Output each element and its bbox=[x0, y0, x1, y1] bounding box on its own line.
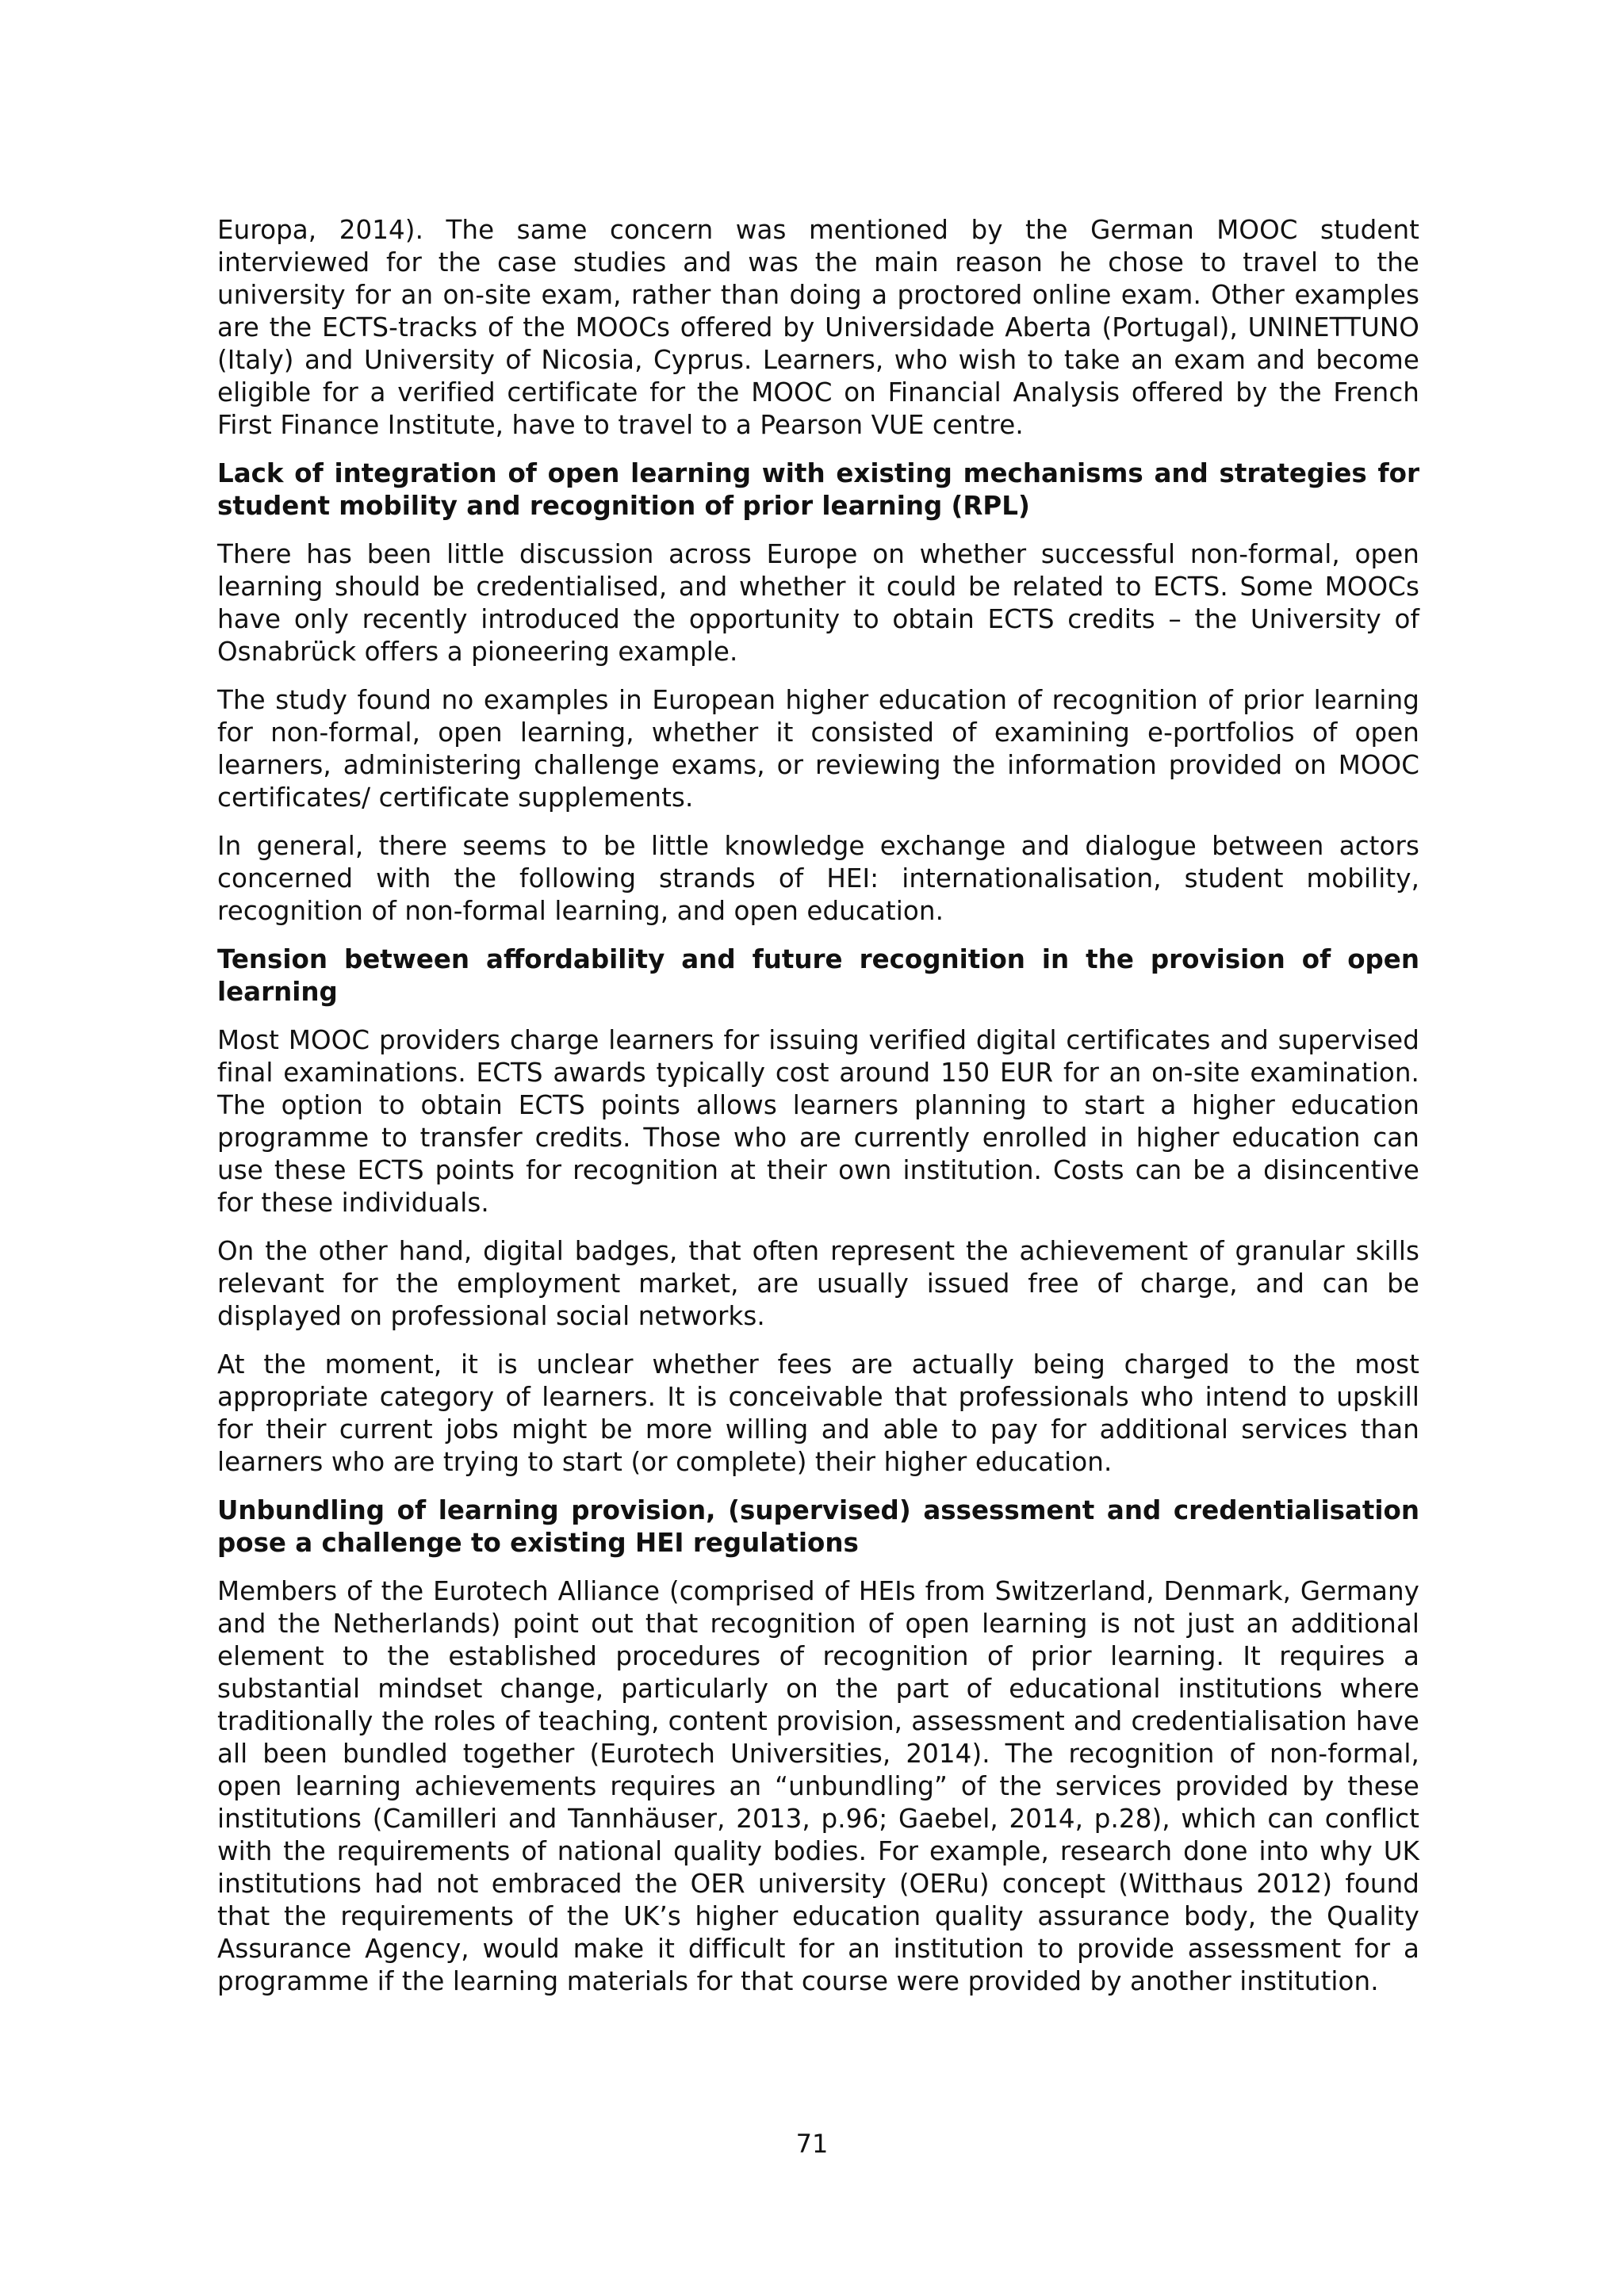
paragraph-travel-exam: Europa, 2014). The same concern was mentioned by the German MOOC student interviewed for the case studies and was the main reason he chose to travel to the university for an on-site exam, rather than doing a proctored online exam. Other examples are the ECTS-tracks of the MOOCs offered by Universidade Aberta (Portugal), UNINETTUNO (Italy) and University of Nicosia, Cyprus. Learners, who wish to take an exam and become eligible for a verified certificate for the MOOC on Financial Analysis offered by the French First Finance Institute, have to travel to a Pearson VUE centre. bbox=[217, 215, 1419, 440]
page-number: 71 bbox=[795, 2129, 829, 2159]
paragraph-fees-category: At the moment, it is unclear whether fees are actually being charged to the most appropriate category of learners. It is conceivable that professionals who intend to upskill for their current jobs might be more willing and able to pay for additional services than learners who are trying to start (or complete) their higher education. bbox=[217, 1349, 1419, 1477]
paragraph-little-discussion: There has been little discussion across Europe on whether successful non-formal, open learning should be credentialised, and whether it could be related to ECTS. Some MOOCs have only recently introduced the opportunity to obtain ECTS credits – the University of Osnabrück offers a pioneering example. bbox=[217, 539, 1419, 667]
paragraph-knowledge-exchange: In general, there seems to be little knowledge exchange and dialogue between actors concerned with the following strands of HEI: internationalisation, student mobility, recognition of non-formal learning, and open education. bbox=[217, 831, 1419, 926]
heading-lack-of-integration: Lack of integration of open learning with existing mechanisms and strategies for student mobility and recognition of prior learning (RPL) bbox=[217, 458, 1419, 521]
paragraph-mooc-providers-charge: Most MOOC providers charge learners for issuing verified digital certificates and supervised final examinations. ECTS awards typically cost around 150 EUR for an on-site examination. The option to obtain ECTS points allows learners planning to start a higher education programme to transfer credits. Those who are currently enrolled in higher education can use these ECTS points for recognition at their own institution. Costs can be a disincentive for these individuals. bbox=[217, 1025, 1419, 1218]
page-body bbox=[217, 214, 1419, 2014]
paragraph-digital-badges: On the other hand, digital badges, that often represent the achievement of granular skills relevant for the employment market, are usually issued free of charge, and can be displayed on professional social networks. bbox=[217, 1236, 1419, 1331]
paragraph-eurotech-alliance: Members of the Eurotech Alliance (comprised of HEIs from Switzerland, Denmark, Germany and the Netherlands) point out that recognition of open learning is not just an additional element to the established procedures of recognition of prior learning. It requires a substantial mindset change, particularly on the part of educational institutions where traditionally the roles of teaching, content provision, assessment and credentialisation have all been bundled together (Eurotech Universities, 2014). The recognition of non-formal, open learning achievements requires an “unbundling” of the services provided by these institutions (Camilleri and Tannhäuser, 2013, p.96; Gaebel, 2014, p.28), which can conflict with the requirements of national quality bodies. For example, research done into why UK institutions had not embraced the OER university (OERu) concept (Witthaus 2012) found that the requirements of the UK’s higher education quality assurance body, the Quality Assurance Agency, would make it difficult for an institution to provide assessment for a programme if the learning materials for that course were provided by another institution. bbox=[217, 1576, 1419, 1996]
paragraph-study-found: The study found no examples in European higher education of recognition of prior learning for non-formal, open learning, whether it consisted of examining e-portfolios of open learners, administering challenge exams, or reviewing the information provided on MOOC certificates/ certificate supplements. bbox=[217, 685, 1419, 813]
heading-affordability-tension: Tension between affordability and future recognition in the provision of open learning bbox=[217, 944, 1419, 1007]
heading-unbundling: Unbundling of learning provision, (supervised) assessment and credentialisation pose a challenge to existing HEI regulations bbox=[217, 1495, 1419, 1558]
